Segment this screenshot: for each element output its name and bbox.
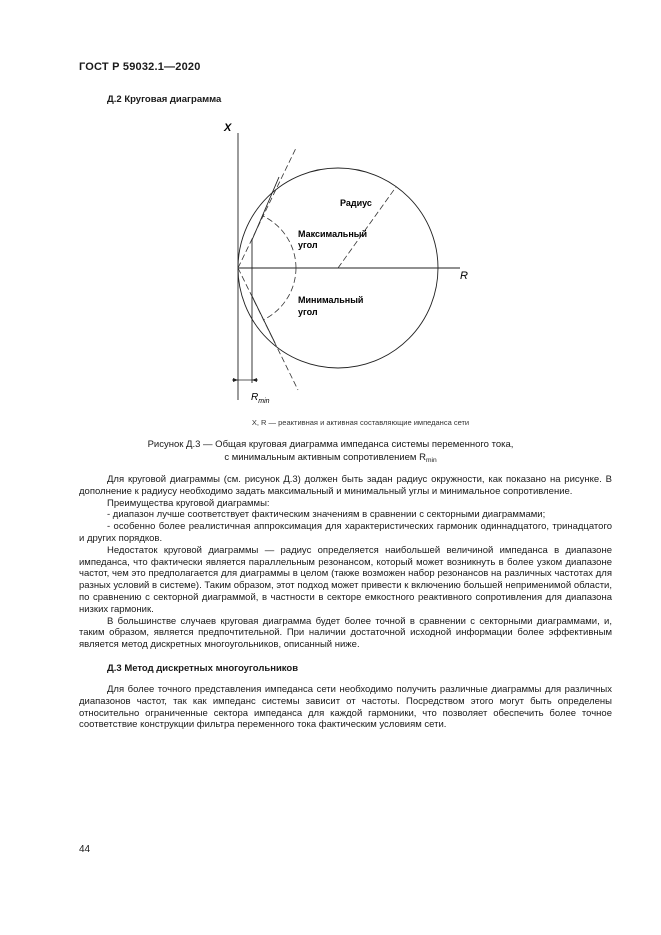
max-angle-ray (238, 148, 296, 268)
max-angle-label-line1: Максимальный (298, 229, 367, 239)
radius-label: Радиус (340, 198, 372, 208)
min-angle-label-line1: Минимальный (298, 295, 364, 305)
figure-caption-line1: Рисунок Д.3 — Общая круговая диаграмма импеданса системы переменного тока, (147, 439, 514, 450)
paragraph: В большинстве случаев круговая диаграмма будет более точной в сравнении с секторными диаграммами, и, таким образом, является предпочтительной. При наличии достаточной исходной информации более эффективным является метод дискретных многоугольников, описанный ниже. (79, 615, 612, 651)
list-item: - диапазон лучше соответствует фактическим значениям в сравнении с секторными диаграммами; (107, 509, 546, 521)
circular-impedance-diagram (0, 0, 661, 435)
list-item: - особенно более реалистичная аппроксимация для характеристических гармоник одиннадцатого, тринадцатого и других порядков. (79, 521, 612, 544)
paragraph: Для более точного представления импеданса сети необходимо получить различные диаграммы для различных диапазонов частот, так как импеданс системы зависит от частоты. Посредством этого могут быть определены относительно ограниченные сектора импеданса для каждой гармоники, что позволяет обеспечить более точное соответствие конструкции фильтра переменного тока фактическим условиям сети. (79, 684, 612, 731)
figure-caption (60, 438, 601, 467)
min-angle-ray (238, 268, 298, 390)
rmin-arrow-left (233, 378, 238, 382)
rmin-arrow-right (252, 378, 257, 382)
section-d2-body (79, 474, 612, 651)
max-angle-arc (263, 216, 296, 268)
document-header: ГОСТ Р 59032.1—2020 (79, 61, 201, 73)
min-angle-arc (263, 268, 296, 320)
paragraph: Для круговой диаграммы (см. рисунок Д.3) должен быть задан радиус окружности, как показано на рисунке. В дополнение к радиусу необходимо задать максимальный и минимальный углы и минимальное сопротивление. (79, 474, 612, 497)
rmin-label: $R_{min}$ (251, 392, 270, 405)
figure-caption-line2: с минимальным активным сопротивлением $R_{min}$ (224, 452, 437, 464)
paragraph: Недостаток круговой диаграммы — радиус определяется наибольшей величиной импеданса в диапазоне импеданса, что фактически является параллельным резонансом, который может возникнуть в более узком диапазоне частот, чем это предполагается для диаграммы в целом (также возможен набор резонансов на различных частотах для разных условий в системе). Таким образом, этот подход может привести к включению большей неприменимой области, по сравнению с секторной диаграммой, в частности в секторе емкостного реактивного сопротивления для диапазона низких гармоник. (79, 544, 612, 615)
r-axis-label: R (460, 270, 468, 282)
min-angle-label-line2: угол (298, 307, 318, 317)
figure-legend: X, R — реактивная и активная составляющие импеданса сети (251, 418, 470, 427)
max-angle-label-line2: угол (298, 240, 318, 250)
section-heading-d2: Д.2 Круговая диаграмма (107, 94, 222, 105)
section-heading-d3: Д.3 Метод дискретных многоугольников (107, 663, 299, 674)
paragraph: Преимущества круговой диаграммы: (107, 497, 270, 509)
x-axis-label: X (224, 122, 232, 134)
page-number: 44 (79, 844, 91, 855)
section-d3-body (79, 684, 612, 731)
